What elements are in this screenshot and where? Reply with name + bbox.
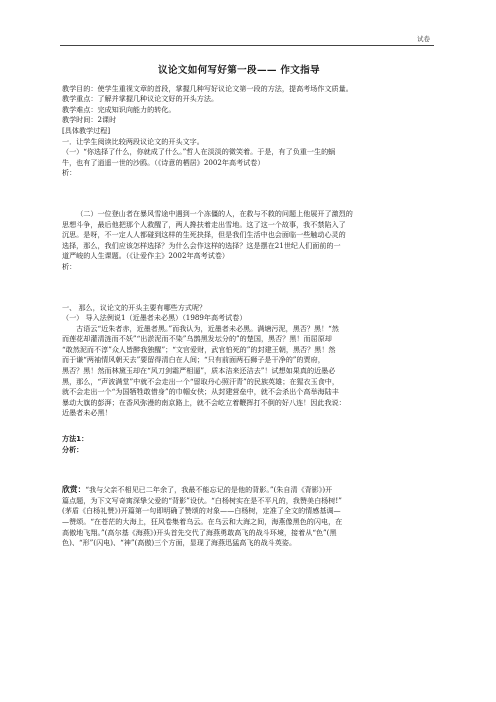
header-divider [60, 45, 434, 46]
example-line: 黑否？黑！然而林黛玉却在“风刀剑霜严相逼”，质本洁来还洁去”！试想如果真的近墨必 [62, 366, 336, 376]
teaching-objective: 教学目的：使学生重视文章的首段，掌握几种写好议论文第一段的方法，提高考场作文质量。 [62, 83, 353, 93]
example-line: 而莲花却灌清涟而不妖”“出淤泥而不染”乌鹊黑发坛分的”的楚国，黑否？黑！而屈原却 [62, 334, 332, 344]
paragraph-two-line: （二）一位登山者在暴风雪途中遇到一个冻僵的人，在救与不救的问题上他展开了激烈的 [76, 208, 353, 218]
spacer [62, 419, 434, 434]
method-one-example [62, 324, 434, 419]
appreciation-text: “我与父亲不相见已二年余了，我最不能忘记的是他的背影。”(朱自清《背影》)开 [85, 485, 333, 495]
example-line: 近墨者未必黑！ [62, 408, 112, 418]
appreciation-line: —赞颂。“在苍茫的大海上，狂风卷集着乌云。在乌云和大海之间，海燕像黑色的闪电，在 [62, 517, 343, 526]
document-title: 议论文如何写好第一段—— 作文指导 [158, 65, 320, 76]
analysis-label: 析： [62, 261, 77, 271]
example-line: 而于谦“两袖情风朝天去”要留得清白在人间；“只有前面两石狮子是干净的”的贾府， [62, 355, 325, 365]
example-line: 暴动大旗的彭湃；在香风弥漫的南京路上，就不会屹立着鞭挥打不倒的好八连！因此我说： [62, 397, 346, 407]
paragraph-two-line: 思想斗争，最后他把那个人救醒了，两人搀扶着走出雪地。这了这一个故事，我不禁陷入了 [62, 219, 346, 229]
analysis-label-bold: 分析： [62, 444, 84, 454]
process-heading: [具体教学过程] [62, 125, 111, 135]
appreciation-line: (茅盾《白杨礼赞》)开篇第一句即明确了赞颂的对象——白杨树，定准了全文的情感基调— [62, 506, 341, 516]
paragraph-one-line: （一）“你选择了什么，你就成了什么。”哲人在淡淡的微笑着。于是，有了负重一生的蜗 [62, 147, 336, 157]
appreciation-line [62, 485, 434, 496]
document-body [62, 66, 434, 549]
appreciation-line: 篇点题，为下文写奇寓深挚父爱的“背影”设伏。“白杨树实在是不平凡的，我赞美白杨树!” [62, 495, 342, 505]
appreciation-line: 色)、“形”(闪电)、“神”(高傲)三个方面，显现了海燕迅猛高飞的战斗英姿。 [62, 538, 297, 548]
step-one: 一．让学生阅读比较两段议论文的开头文字。 [62, 136, 204, 146]
paragraph-two-line: 道严峻的人生课题。（《让爱作主》2002年高考试卷） [62, 251, 230, 261]
example-line: 黑，那么，“声波满堂”中就不会走出一个“留取丹心照汗青”的民族英雄；在猩衣玉食中， [62, 376, 339, 386]
example-line: 古语云“近朱者赤，近墨者黑。”而我认为，近墨者未必黑。满塘污泥，黑否？黑！“然 [76, 323, 339, 333]
header-label: 试卷 [417, 35, 430, 43]
paragraph-two-line: 沉思。是呀，不一定人人都碰到这样的生死抉择，但是我们生活中也会面临一些触动心灵的 [62, 230, 346, 240]
analysis-label: 析： [62, 168, 77, 178]
spacer [62, 455, 434, 485]
paragraph-two-line: 选择，那么，我们应该怎样选择？为什么会作这样的选择？这是摆在21世纪人们面前的一 [62, 240, 341, 250]
example-line: “敢然泥而不淳”众人皆醉我独醒”；“文官爱财，武官怕死的”的封建王朝，黑否？黑！然 [62, 344, 336, 354]
appreciation-label: 欣赏： [62, 485, 86, 495]
paragraph-one-line: 牛，也有了逍遥一世的沙鸥。（《诗意的栖居》2002年高考试卷） [62, 157, 265, 167]
section-question: 一、 那么，议论文的开头主要有哪些方式呢？ [62, 302, 207, 312]
teaching-duration: 教学时间：2课时 [62, 115, 117, 125]
method-label: 方法1： [62, 434, 89, 444]
example-line: 就不会走出一个“为国牺牲敢惜身”的巾帼女侠；从封建营垒中，就不会杀出个高举海陆丰 [62, 387, 339, 397]
teaching-difficulty: 教学难点：完成知识向能力的转化。 [62, 104, 176, 114]
appreciation-block [62, 485, 434, 549]
spacer [62, 179, 434, 209]
spacer [62, 273, 434, 303]
method-one-heading: （一） 导入法例说1（近墨者未必黑）（1989年高考试卷） [62, 313, 247, 323]
appreciation-line: 高傲地飞翔。”(高尔基《海燕》)开头首先交代了海燕勇敢高飞的战斗环境，接着从“色”(黑 [62, 527, 337, 537]
teaching-key-points: 教学重点：了解并掌握几种议论文好的开头方法。 [62, 94, 219, 104]
